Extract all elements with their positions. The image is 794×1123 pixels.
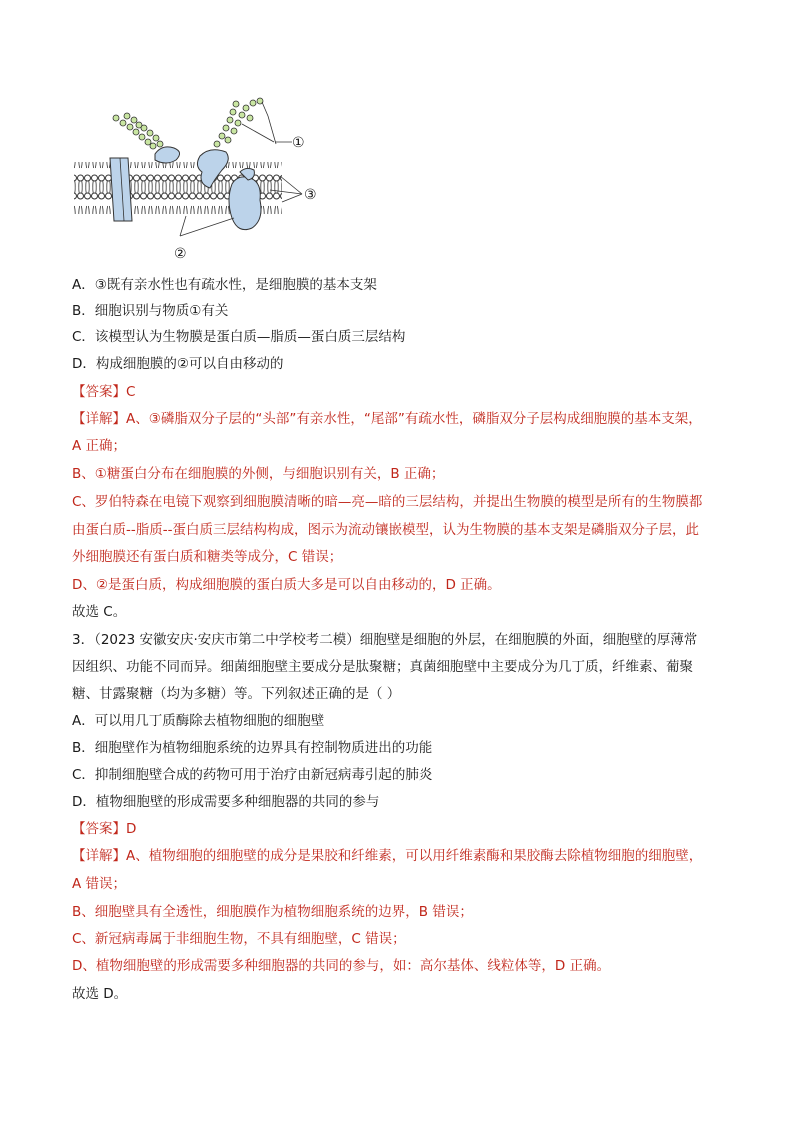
- sugar-chain-right: [214, 98, 263, 147]
- q2-option-c: C．该模型认为生物膜是蛋白质—脂质—蛋白质三层结构: [72, 329, 406, 345]
- q3-detail-line-5: D、植物细胞壁的形成需要多种细胞器的共同的参与，如：高尔基体、线粒体等，D 正确。: [72, 958, 611, 974]
- q2-option-a: A．③既有亲水性也有疏水性，是细胞膜的基本支架: [72, 277, 377, 293]
- q3-conclusion: 故选 D。: [72, 986, 128, 1002]
- label-1: ①: [292, 135, 305, 151]
- q3-detail-line-1: 【详解】A、植物细胞的细胞壁的成分是果胶和纤维素，可以用纤维素酶和果胶酶去除植物细胞的细胞壁，: [72, 848, 703, 864]
- q3-option-b: B．细胞壁作为植物细胞系统的边界具有控制物质进出的功能: [72, 740, 433, 756]
- q2-option-b: B．细胞识别与物质①有关: [72, 303, 229, 319]
- q2-detail-line-2: A 正确；: [72, 438, 127, 454]
- cell-membrane-diagram: [70, 96, 330, 266]
- q3-detail-line-3: B、细胞壁具有全透性，细胞膜作为植物细胞系统的边界，B 错误；: [72, 904, 473, 920]
- q3-option-a: A．可以用几丁质酶除去植物细胞的细胞壁: [72, 713, 325, 729]
- q2-detail-line-1: 【详解】A、③磷脂双分子层的“头部”有亲水性，“尾部”有疏水性，磷脂双分子层构成细胞膜的基本支架，: [72, 411, 702, 427]
- q3-detail-line-4: C、新冠病毒属于非细胞生物，不具有细胞壁，C 错误；: [72, 931, 406, 947]
- label-2: ②: [174, 246, 187, 262]
- q3-option-d: D．植物细胞壁的形成需要多种细胞器的共同的参与: [72, 794, 380, 810]
- q3-stem-line-1: 3．（2023 安徽安庆·安庆市第二中学校考二模）细胞壁是细胞的外层，在细胞膜的外面，细胞壁的厚薄常: [72, 632, 698, 648]
- answer-value: D: [126, 821, 137, 837]
- q2-detail-line-3: B、①糖蛋白分布在细胞膜的外侧，与细胞识别有关，B 正确；: [72, 466, 445, 482]
- q2-answer: [72, 382, 135, 402]
- detail-tag: 【详解】: [72, 411, 126, 427]
- q2-detail-line-7: D、②是蛋白质，构成细胞膜的蛋白质大多是可以自由移动的，D 正确。: [72, 577, 501, 593]
- q2-detail-line-4: C、罗伯特森在电镜下观察到细胞膜清晰的暗—亮—暗的三层结构，并提出生物膜的模型是所有的生物膜都: [72, 494, 703, 510]
- answer-value: C: [126, 384, 136, 400]
- peripheral-protein: [155, 147, 180, 163]
- q3-answer: [72, 819, 136, 839]
- q3-stem-line-2: 因组织、功能不同而异。细菌细胞壁主要成分是肽聚糖；真菌细胞壁中主要成分为几丁质，纤维素、葡聚: [72, 659, 693, 675]
- answer-tag: 【答案】: [72, 384, 126, 400]
- q2-option-d: D．构成细胞膜的②可以自由移动的: [72, 356, 284, 372]
- q2-conclusion: 故选 C。: [72, 604, 127, 620]
- answer-tag: 【答案】: [72, 821, 126, 837]
- sugar-chain-left: [113, 113, 163, 149]
- q2-detail-line-6: 外细胞膜还有蛋白质和糖类等成分，C 错误；: [72, 549, 343, 565]
- q3-detail-line-2: A 错误；: [72, 876, 127, 892]
- embedded-protein-large: [229, 177, 261, 230]
- q2-detail-line-5: 由蛋白质--脂质--蛋白质三层结构构成，图示为流动镶嵌模型，认为生物膜的基本支架是磷脂双分子层，此: [72, 522, 699, 538]
- detail-tag: 【详解】: [72, 848, 126, 864]
- q3-option-c: C．抑制细胞壁合成的药物可用于治疗由新冠病毒引起的肺炎: [72, 767, 433, 783]
- label-3: ③: [304, 187, 317, 203]
- q3-stem-line-3: 糖、甘露聚糖（均为多糖）等。下列叙述正确的是（ ）: [72, 686, 401, 702]
